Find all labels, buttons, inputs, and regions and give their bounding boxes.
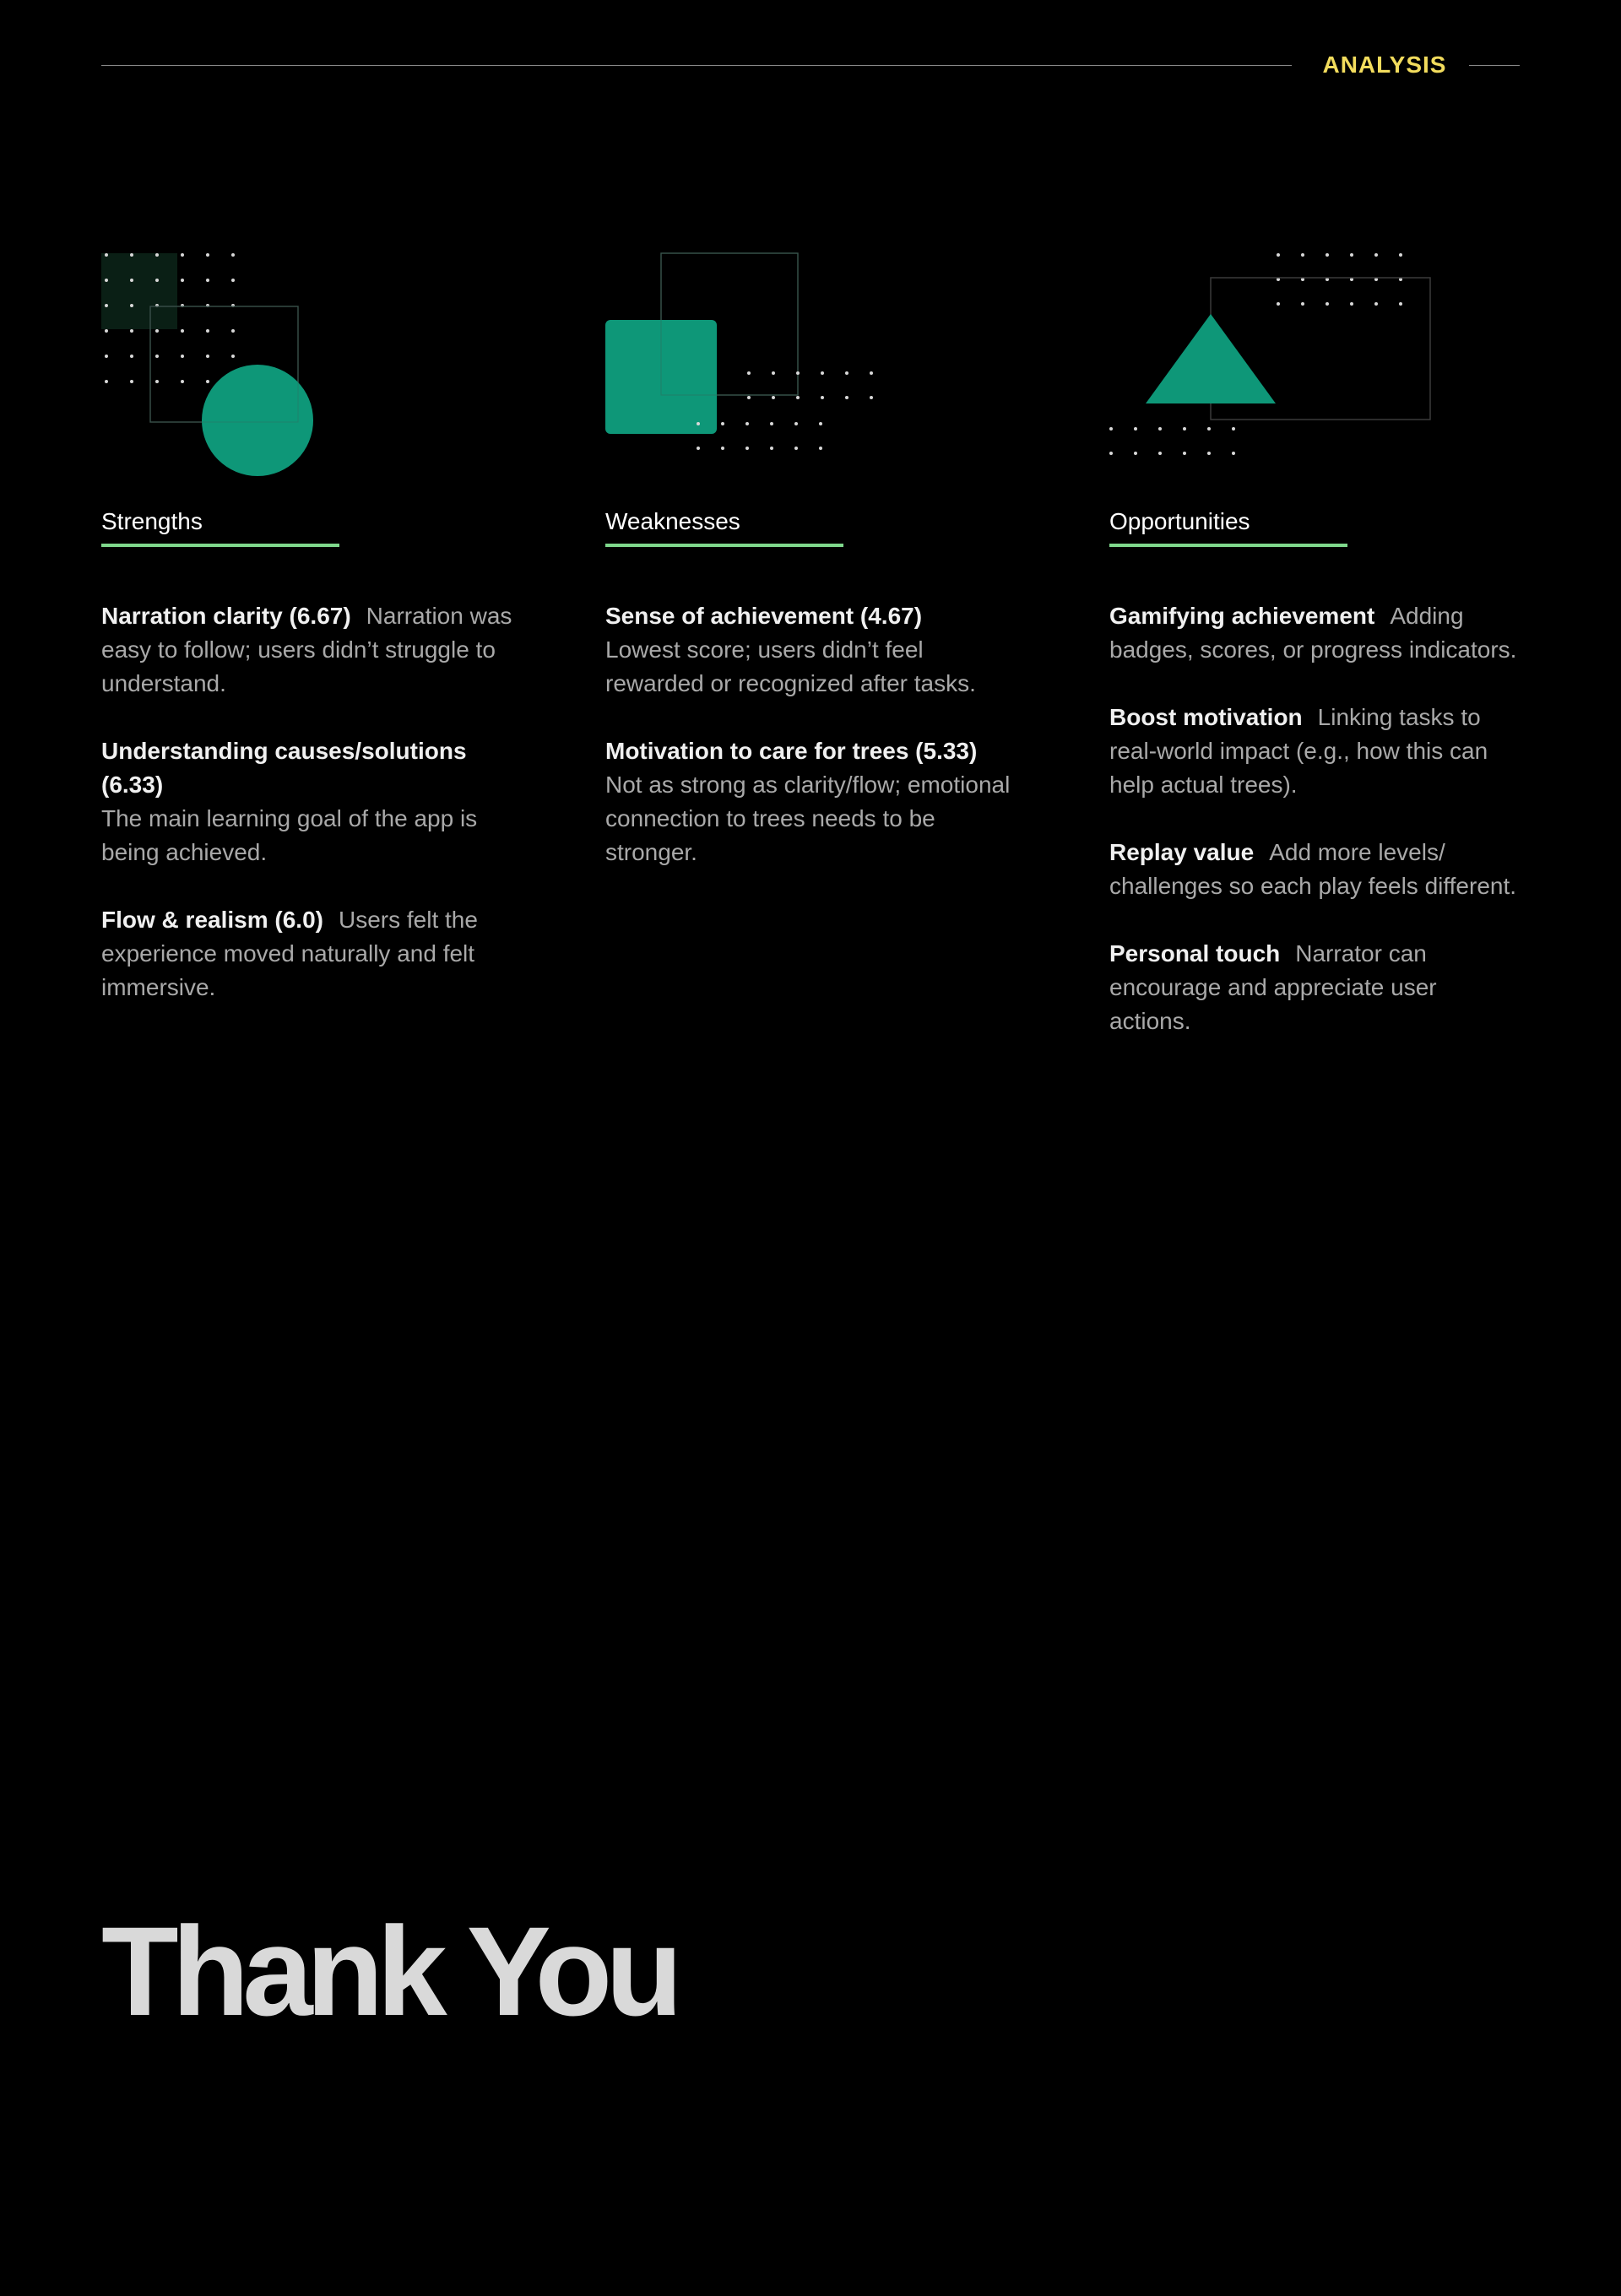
item-term: Narration clarity (6.67) [101, 603, 351, 629]
square-shape-icon [605, 236, 1011, 506]
decorative-dot [1183, 427, 1186, 430]
decorative-dot [105, 279, 108, 282]
decorative-dot [697, 447, 700, 450]
decorative-dot [1109, 452, 1113, 455]
decorative-dot [181, 380, 184, 383]
decorative-dot [1109, 427, 1113, 430]
decorative-dot [821, 371, 824, 375]
decorative-dot [1277, 253, 1280, 257]
opportunities-column [1109, 236, 1515, 1072]
decorative-dot [819, 422, 822, 425]
decorative-dot [770, 447, 773, 450]
item-description: Adding badges, scores, or progress indicators. [1109, 603, 1517, 663]
item-description: Narration was easy to follow; users didn’t struggle to understand. [101, 603, 512, 696]
decorative-dot [105, 329, 108, 333]
decorative-dot [794, 422, 798, 425]
decorative-dot [1183, 452, 1186, 455]
weaknesses-illustration [605, 236, 1011, 506]
decorative-dot [772, 396, 775, 399]
decorative-dot [155, 355, 159, 358]
strengths-heading: Strengths [101, 508, 203, 534]
decorative-dot [206, 329, 209, 333]
decorative-dot [1134, 427, 1137, 430]
item-description: Users felt the experience moved naturally and felt immersive. [101, 907, 478, 1000]
decorative-dot [130, 253, 133, 257]
decorative-dot [130, 380, 133, 383]
decorative-dot [1326, 302, 1329, 306]
item-description: Narrator can encourage and appreciate user actions. [1109, 940, 1437, 1034]
item-term: Sense of achievement (4.67) [605, 603, 923, 629]
decorative-dot [697, 422, 700, 425]
decorative-dot [1232, 452, 1235, 455]
header-rule-right [1469, 65, 1520, 66]
decorative-dot [745, 422, 749, 425]
list-item [1109, 836, 1523, 903]
decorative-dot [870, 371, 873, 375]
decorative-dot [770, 422, 773, 425]
decorative-dot [155, 279, 159, 282]
item-term: Gamifying achievement [1109, 603, 1375, 629]
decorative-dot [1374, 302, 1378, 306]
decorative-dot [130, 279, 133, 282]
decorative-dot [130, 304, 133, 307]
decorative-dot [130, 329, 133, 333]
decorative-dot [206, 253, 209, 257]
decorative-dot [747, 396, 751, 399]
heading-underline [605, 544, 843, 547]
decorative-dot [206, 279, 209, 282]
decorative-dot [1350, 302, 1353, 306]
item-description: Add more levels/ challenges so each play feels different. [1109, 839, 1517, 899]
decorative-dot [1207, 452, 1211, 455]
decorative-dot [181, 279, 184, 282]
list-item [1109, 599, 1523, 667]
list-item [605, 734, 1019, 869]
decorative-dot [745, 447, 749, 450]
list-item [101, 599, 515, 701]
opportunities-heading: Opportunities [1109, 508, 1250, 534]
list-item [1109, 701, 1523, 802]
decorative-dot [155, 329, 159, 333]
decorative-dot [1232, 427, 1235, 430]
decorative-dot [105, 380, 108, 383]
decorative-dot [231, 279, 235, 282]
opportunities-illustration [1109, 236, 1515, 506]
decorative-dot [105, 355, 108, 358]
weaknesses-heading: Weaknesses [605, 508, 740, 534]
decorative-dot [1207, 427, 1211, 430]
decorative-dot [870, 396, 873, 399]
header-rule-left [101, 65, 1292, 66]
decorative-dot [181, 253, 184, 257]
decorative-dot [819, 447, 822, 450]
item-term: Understanding causes/solutions (6.33) [101, 738, 467, 798]
decorative-dot [181, 355, 184, 358]
decorative-dot [747, 371, 751, 375]
decorative-dot [1374, 253, 1378, 257]
strengths-column [101, 236, 512, 1038]
decorative-dot [231, 355, 235, 358]
decorative-dot [1134, 452, 1137, 455]
decorative-dot [206, 380, 209, 383]
decorative-dot [1158, 452, 1162, 455]
decorative-dot [1326, 253, 1329, 257]
item-description: The main learning goal of the app is being achieved. [101, 805, 478, 865]
list-item [101, 734, 515, 869]
section-title: ANALYSIS [1322, 51, 1447, 78]
strengths-illustration [101, 236, 507, 506]
decorative-dot [796, 396, 800, 399]
decorative-dot [155, 380, 159, 383]
item-term: Personal touch [1109, 940, 1281, 967]
decorative-dot [845, 371, 848, 375]
item-description: Linking tasks to real-world impact (e.g., how this can help actual trees). [1109, 704, 1488, 798]
heading-underline [101, 544, 339, 547]
list-item [1109, 937, 1523, 1038]
decorative-dot [231, 329, 235, 333]
decorative-dot [845, 396, 848, 399]
decorative-dot [231, 253, 235, 257]
decorative-dot [206, 355, 209, 358]
decorative-dot [721, 422, 724, 425]
item-description: Not as strong as clarity/flow; emotional connection to trees needs to be stronger. [605, 772, 1011, 865]
decorative-dot [772, 371, 775, 375]
decorative-dot [796, 371, 800, 375]
item-term: Boost motivation [1109, 704, 1303, 730]
decorative-dot [794, 447, 798, 450]
closing-title: Thank You [101, 1900, 676, 2042]
item-description: Lowest score; users didn’t feel rewarded or recognized after tasks. [605, 636, 976, 696]
decorative-dot [1301, 253, 1304, 257]
list-item [605, 599, 1019, 701]
weaknesses-column [605, 236, 1011, 903]
triangle-shape-icon [1109, 236, 1515, 506]
decorative-dot [105, 253, 108, 257]
section-header [101, 51, 1520, 84]
decorative-dot [1350, 253, 1353, 257]
decorative-dot [130, 355, 133, 358]
item-term: Motivation to care for trees (5.33) [605, 738, 978, 764]
decorative-dot [1399, 302, 1402, 306]
item-term: Flow & realism (6.0) [101, 907, 323, 933]
decorative-dot [1301, 302, 1304, 306]
decorative-dot [1277, 302, 1280, 306]
decorative-dot [721, 447, 724, 450]
list-item [101, 903, 515, 1004]
decorative-dot [1399, 253, 1402, 257]
decorative-dot [105, 304, 108, 307]
decorative-dot [181, 329, 184, 333]
decorative-dot [1158, 427, 1162, 430]
decorative-dot [155, 253, 159, 257]
decorative-dot [821, 396, 824, 399]
circle-shape-icon [101, 236, 507, 506]
heading-underline [1109, 544, 1347, 547]
item-term: Replay value [1109, 839, 1255, 865]
